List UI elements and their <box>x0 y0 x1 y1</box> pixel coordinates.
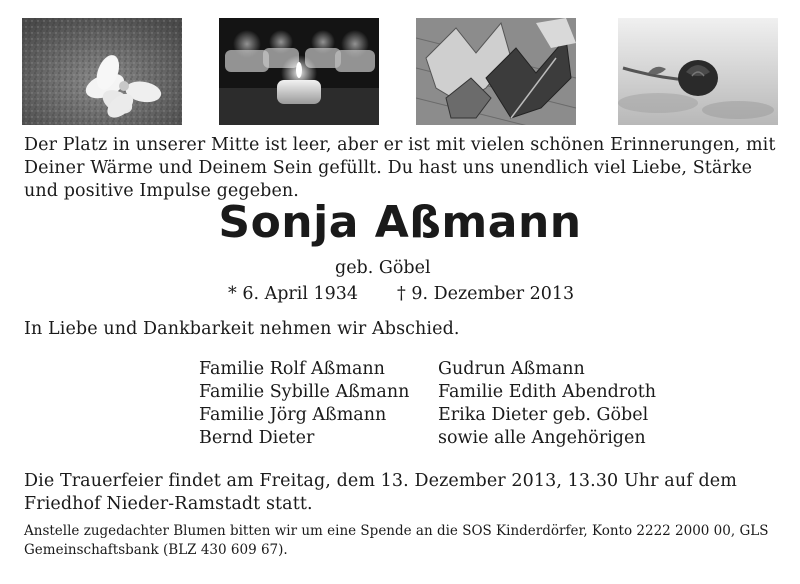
mourner-name: Bernd Dieter <box>199 428 315 448</box>
death-date: † 9. Dezember 2013 <box>397 284 575 304</box>
birth-name: geb. Göbel <box>335 258 431 278</box>
mourner-name: Familie Jörg Aßmann <box>199 405 387 425</box>
autumn-leaves-photo <box>416 18 576 125</box>
mourner-name: Familie Edith Abendroth <box>438 382 657 402</box>
rose-photo <box>618 18 778 125</box>
deceased-name: Sonja Aßmann <box>218 197 582 248</box>
candles-photo <box>219 18 379 125</box>
mourners-list-left <box>199 358 409 450</box>
mourner-name: Familie Sybille Aßmann <box>199 382 410 402</box>
birth-date: * 6. April 1934 <box>228 284 359 304</box>
mourners-list-right <box>438 358 656 450</box>
memorial-quote: Der Platz in unserer Mitte ist leer, aber er ist mit vielen schönen Erinnerungen, mit Deiner Wärme und Deinem Sein gefüllt. Du hast uns unendlich viel Liebe, Stärke und positive Impulse gegeben. <box>24 135 776 201</box>
funeral-details: Die Trauerfeier findet am Freitag, dem 13. Dezember 2013, 13.30 Uhr auf dem Friedhof Nieder-Ramstadt statt. <box>24 471 737 514</box>
mourner-name: Erika Dieter geb. Göbel <box>438 405 649 425</box>
mourner-name: Familie Rolf Aßmann <box>199 359 385 379</box>
farewell-line: In Liebe und Dankbarkeit nehmen wir Abschied. <box>24 319 460 339</box>
donation-note: Anstelle zugedachter Blumen bitten wir um eine Spende an die SOS Kinderdörfer, Konto 2222 2000 00, GLS Gemeinschaftsbank (BLZ 430 609 67). <box>24 523 769 558</box>
mourner-name: Gudrun Aßmann <box>438 359 585 379</box>
frangipani-flower-photo <box>22 18 182 125</box>
mourner-name: sowie alle Angehörigen <box>438 428 646 448</box>
